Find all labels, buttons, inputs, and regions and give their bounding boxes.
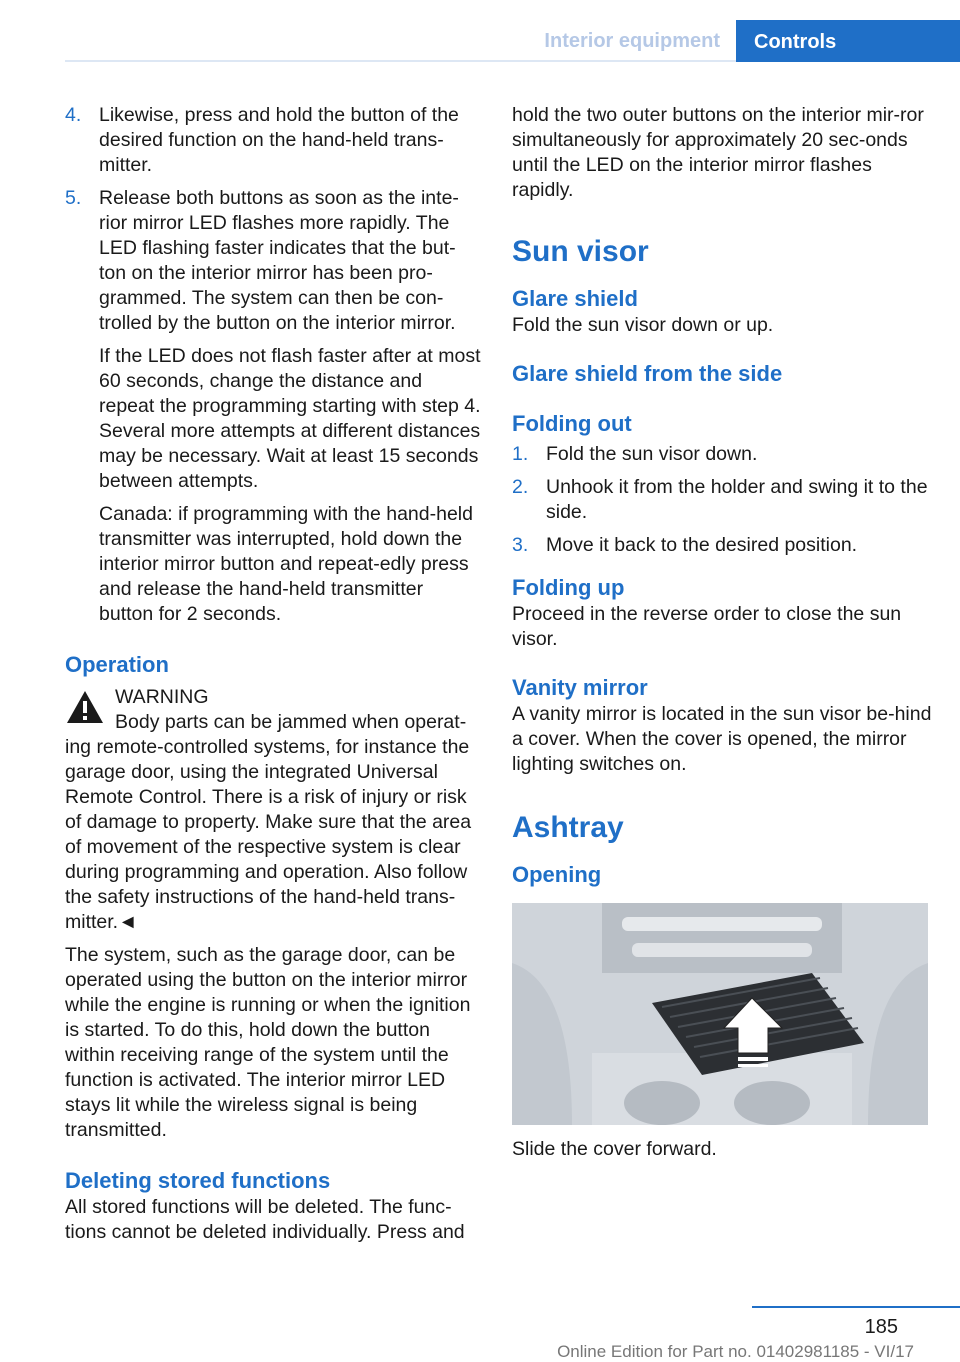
paragraph: Fold the sun visor down or up. xyxy=(512,314,774,336)
heading-glare-shield: Glare shield xyxy=(512,286,638,311)
paragraph: Canada: if programming with the hand-held transmitter was interrupted, hold down the interior mirror button and repeat-edly press and release the hand-held transmitter button for 2 seconds. xyxy=(99,503,473,625)
header-section-title: Interior equipment xyxy=(544,30,720,52)
heading-glare-shield-side: Glare shield from the side xyxy=(512,361,783,386)
warning-label: WARNING xyxy=(115,686,209,708)
footer-edition: Online Edition for Part no. 01402981185 - VI/17 xyxy=(557,1342,914,1361)
list-item xyxy=(512,533,932,558)
header-chapter-tab: Controls xyxy=(736,20,960,62)
paragraph: hold the two outer buttons on the interior mir-ror simultaneously for approximately 20 sec-onds until the LED on the interior mirror flashes rapidly. xyxy=(512,104,924,201)
paragraph: A vanity mirror is located in the sun visor be-hind a cover. When the cover is opened, the mirror lighting switches on. xyxy=(512,703,932,775)
list-text: Likewise, press and hold the button of the desired function on the hand-held trans-mitter. xyxy=(99,104,459,176)
list-number: 1. xyxy=(512,443,529,465)
heading-deleting: Deleting stored functions xyxy=(65,1168,331,1193)
list-number: 4. xyxy=(65,104,82,126)
heading-sun-visor: Sun visor xyxy=(512,235,649,268)
list-item xyxy=(512,442,932,467)
list-text: Move it back to the desired position. xyxy=(546,534,858,556)
list-text: Release both buttons as soon as the inte-rior mirror LED flashes more rapidly. The LED flashing faster indicates that the but-ton on the interior mirror has been pro-grammed. The system can then be con-trolled by the button on the interior mirror. xyxy=(99,187,459,334)
warning-block xyxy=(65,685,481,710)
list-number: 3. xyxy=(512,534,529,556)
paragraph: All stored functions will be deleted. The func-tions cannot be deleted individually. Press and xyxy=(65,1196,465,1243)
ashtray-drawing-icon xyxy=(512,903,928,1125)
page-number: 185 xyxy=(864,1316,898,1338)
paragraph: The system, such as the garage door, can be operated using the button on the interior mirror while the engine is running or when the ignition is started. To do this, hold down the button within receiving range of the system until the function is activated. The interior mirror LED stays lit while the wireless signal is being transmitted. xyxy=(65,944,471,1141)
page-header xyxy=(0,0,960,62)
list-item xyxy=(65,186,481,336)
heading-operation: Operation xyxy=(65,652,169,677)
illustration-caption: Slide the cover forward. xyxy=(512,1138,717,1160)
list-item xyxy=(512,475,932,525)
list-number: 2. xyxy=(512,476,529,498)
ashtray-illustration xyxy=(512,903,928,1125)
heading-opening: Opening xyxy=(512,862,602,887)
heading-folding-out: Folding out xyxy=(512,411,632,436)
list-text: Fold the sun visor down. xyxy=(546,443,758,465)
right-column xyxy=(512,103,932,1162)
footer-rule xyxy=(752,1306,960,1308)
list-item xyxy=(65,103,481,178)
warning-triangle-icon xyxy=(65,689,105,725)
paragraph: Proceed in the reverse order to close the sun visor. xyxy=(512,603,902,650)
list-text: Unhook it from the holder and swing it to the side. xyxy=(546,476,928,523)
list-number: 5. xyxy=(65,187,82,209)
left-column xyxy=(65,103,481,1245)
paragraph: If the LED does not flash faster after at most 60 seconds, change the distance and repeat the programming starting with step 4. Several more attempts at different distances may be necessary. Wait at least 15 seconds between attempts. xyxy=(99,345,481,492)
warning-text: Body parts can be jammed when operat-ing remote-controlled systems, for instance the garage door, using the integrated Universal Remote Control. There is a risk of injury or risk of damage to property. Make sure that the area of movement of the respective system is clear during programming and operation. Also follow the safety instructions of the hand-held trans-mitter.◄ xyxy=(65,711,472,933)
fold-list xyxy=(512,442,932,558)
heading-ashtray: Ashtray xyxy=(512,811,624,844)
heading-folding-up: Folding up xyxy=(512,575,625,600)
heading-vanity-mirror: Vanity mirror xyxy=(512,675,648,700)
